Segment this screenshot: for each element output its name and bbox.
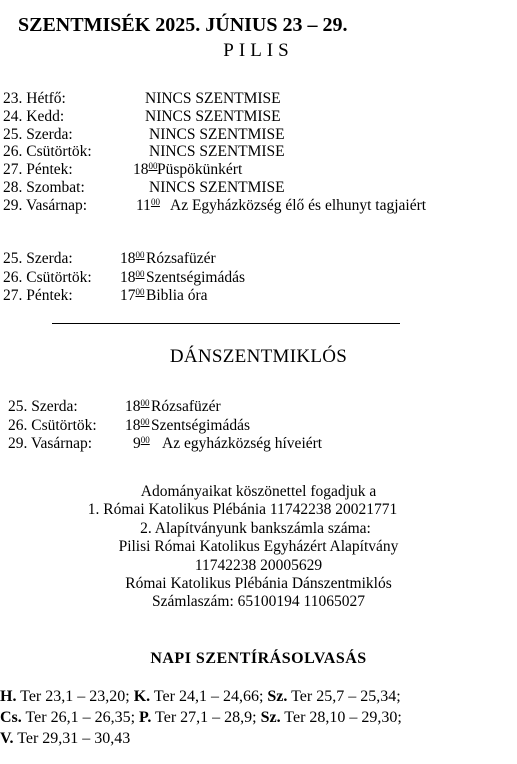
schedule-row bbox=[3, 126, 517, 144]
schedule-row bbox=[3, 179, 517, 197]
reading-line bbox=[0, 728, 130, 749]
row-text: Szentségimádás bbox=[151, 416, 251, 434]
row-text: Rózsafüzér bbox=[151, 398, 221, 415]
schedule-row bbox=[3, 197, 517, 215]
schedule-row bbox=[3, 250, 517, 268]
row-day: 25. Szerda: bbox=[3, 125, 73, 143]
row-time-minutes: 00 bbox=[140, 416, 150, 427]
schedule-row bbox=[3, 108, 517, 126]
schedule-row bbox=[3, 287, 517, 305]
row-day: 26. Csütörtök: bbox=[3, 268, 92, 286]
row-time-minutes: 00 bbox=[135, 287, 145, 297]
row-day: 27. Péntek: bbox=[3, 161, 73, 179]
row-time-minutes: 00 bbox=[140, 435, 150, 445]
row-day: 23. Hétfő: bbox=[3, 90, 66, 107]
row-time-minutes: 00 bbox=[140, 398, 150, 408]
row-text: Az Egyházközség élő és elhunyt tagjaiért bbox=[170, 196, 427, 214]
reading-day-abbr: P. bbox=[139, 709, 152, 726]
reading-day-abbr: Sz. bbox=[260, 709, 281, 726]
schedule-row bbox=[3, 269, 517, 287]
row-time: $9^{00}$ bbox=[133, 435, 150, 452]
reading-ref: Ter 26,1 – 26,35; bbox=[21, 709, 140, 726]
schedule-row bbox=[3, 90, 517, 108]
row-day: 26. Csütörtök: bbox=[3, 143, 92, 161]
row-text: Rózsafüzér bbox=[146, 250, 216, 267]
row-day: 28. Szombat: bbox=[3, 179, 85, 196]
section-divider bbox=[52, 323, 400, 324]
schedule-row bbox=[8, 435, 517, 453]
reading-line bbox=[0, 686, 401, 707]
row-time-minutes: 00 bbox=[148, 161, 158, 172]
reading-heading: NAPI SZENTÍRÁSOLVASÁS bbox=[150, 650, 367, 667]
reading-day-abbr: Cs. bbox=[0, 709, 22, 726]
reading-ref: Ter 28,10 – 29,30; bbox=[280, 709, 402, 726]
page-title: SZENTMISÉK 2025. JÚNIUS 23 – 29. bbox=[18, 14, 348, 36]
row-text: NINCS SZENTMISE bbox=[149, 143, 285, 161]
donation-line: Adományaikat köszönettel fogadjuk a bbox=[140, 483, 377, 500]
row-time: $18^{00}$ bbox=[125, 416, 150, 434]
danszentmiklos-heading: DÁNSZENTMIKLÓS bbox=[169, 346, 348, 367]
row-day: 25. Szerda: bbox=[3, 250, 73, 267]
row-day: 29. Vasárnap: bbox=[3, 196, 88, 214]
reading-line bbox=[0, 707, 402, 728]
pilis-heading: PILIS bbox=[223, 40, 294, 61]
row-text: Az egyházközség híveiért bbox=[162, 435, 323, 452]
row-text: NINCS SZENTMISE bbox=[145, 107, 281, 125]
reading-day-abbr: Sz. bbox=[267, 688, 288, 705]
row-day: 24. Kedd: bbox=[3, 107, 65, 125]
row-text: Püspökünkért bbox=[157, 161, 243, 179]
donation-line: 2. Alapítványunk bankszámla száma: bbox=[140, 519, 371, 537]
reading-day-abbr: H. bbox=[0, 688, 17, 705]
schedule-row bbox=[3, 143, 517, 161]
donation-line: Pilisi Római Katolikus Egyházért Alapítvány bbox=[118, 538, 399, 556]
donation-line: Számlaszám: 65100194 11065027 bbox=[152, 593, 365, 611]
donation-line: Római Katolikus Plébánia Dánszentmiklós bbox=[125, 575, 392, 592]
row-time: $18^{00}$ bbox=[120, 268, 145, 286]
row-time: $11^{00}$ bbox=[136, 196, 160, 214]
row-day: 26. Csütörtök: bbox=[8, 416, 97, 434]
row-day: 27. Péntek: bbox=[3, 287, 73, 304]
reading-ref: Ter 27,1 – 28,9; bbox=[151, 709, 261, 726]
reading-day-abbr: V. bbox=[0, 730, 14, 747]
schedule-row bbox=[8, 417, 517, 435]
row-text: NINCS SZENTMISE bbox=[149, 179, 285, 196]
row-text: Szentségimádás bbox=[146, 268, 246, 286]
row-text: Biblia óra bbox=[146, 287, 208, 304]
row-day: 29. Vasárnap: bbox=[8, 435, 93, 452]
reading-ref: Ter 29,31 – 30,43 bbox=[13, 730, 131, 747]
row-time: $18^{00}$ bbox=[125, 398, 150, 415]
row-time: $17^{00}$ bbox=[120, 287, 145, 304]
row-time: $18^{00}$ bbox=[133, 161, 158, 179]
schedule-row bbox=[8, 398, 517, 416]
donation-line: 1. Római Katolikus Plébánia 11742238 20021771 bbox=[87, 501, 398, 519]
row-time: $18^{00}$ bbox=[120, 250, 145, 267]
reading-ref: Ter 24,1 – 24,66; bbox=[150, 688, 268, 705]
row-time-minutes: 00 bbox=[135, 250, 145, 260]
donation-line: 11742238 20005629 bbox=[194, 556, 323, 574]
row-text: NINCS SZENTMISE bbox=[149, 125, 285, 143]
row-time-minutes: 00 bbox=[135, 268, 145, 279]
reading-ref: Ter 25,7 – 25,34; bbox=[287, 688, 401, 705]
row-time-minutes: 00 bbox=[150, 196, 160, 207]
reading-day-abbr: K. bbox=[133, 688, 151, 705]
schedule-row bbox=[3, 161, 517, 179]
row-day: 25. Szerda: bbox=[8, 398, 78, 415]
row-text: NINCS SZENTMISE bbox=[145, 90, 281, 107]
reading-ref: Ter 23,1 – 23,20; bbox=[16, 688, 134, 705]
